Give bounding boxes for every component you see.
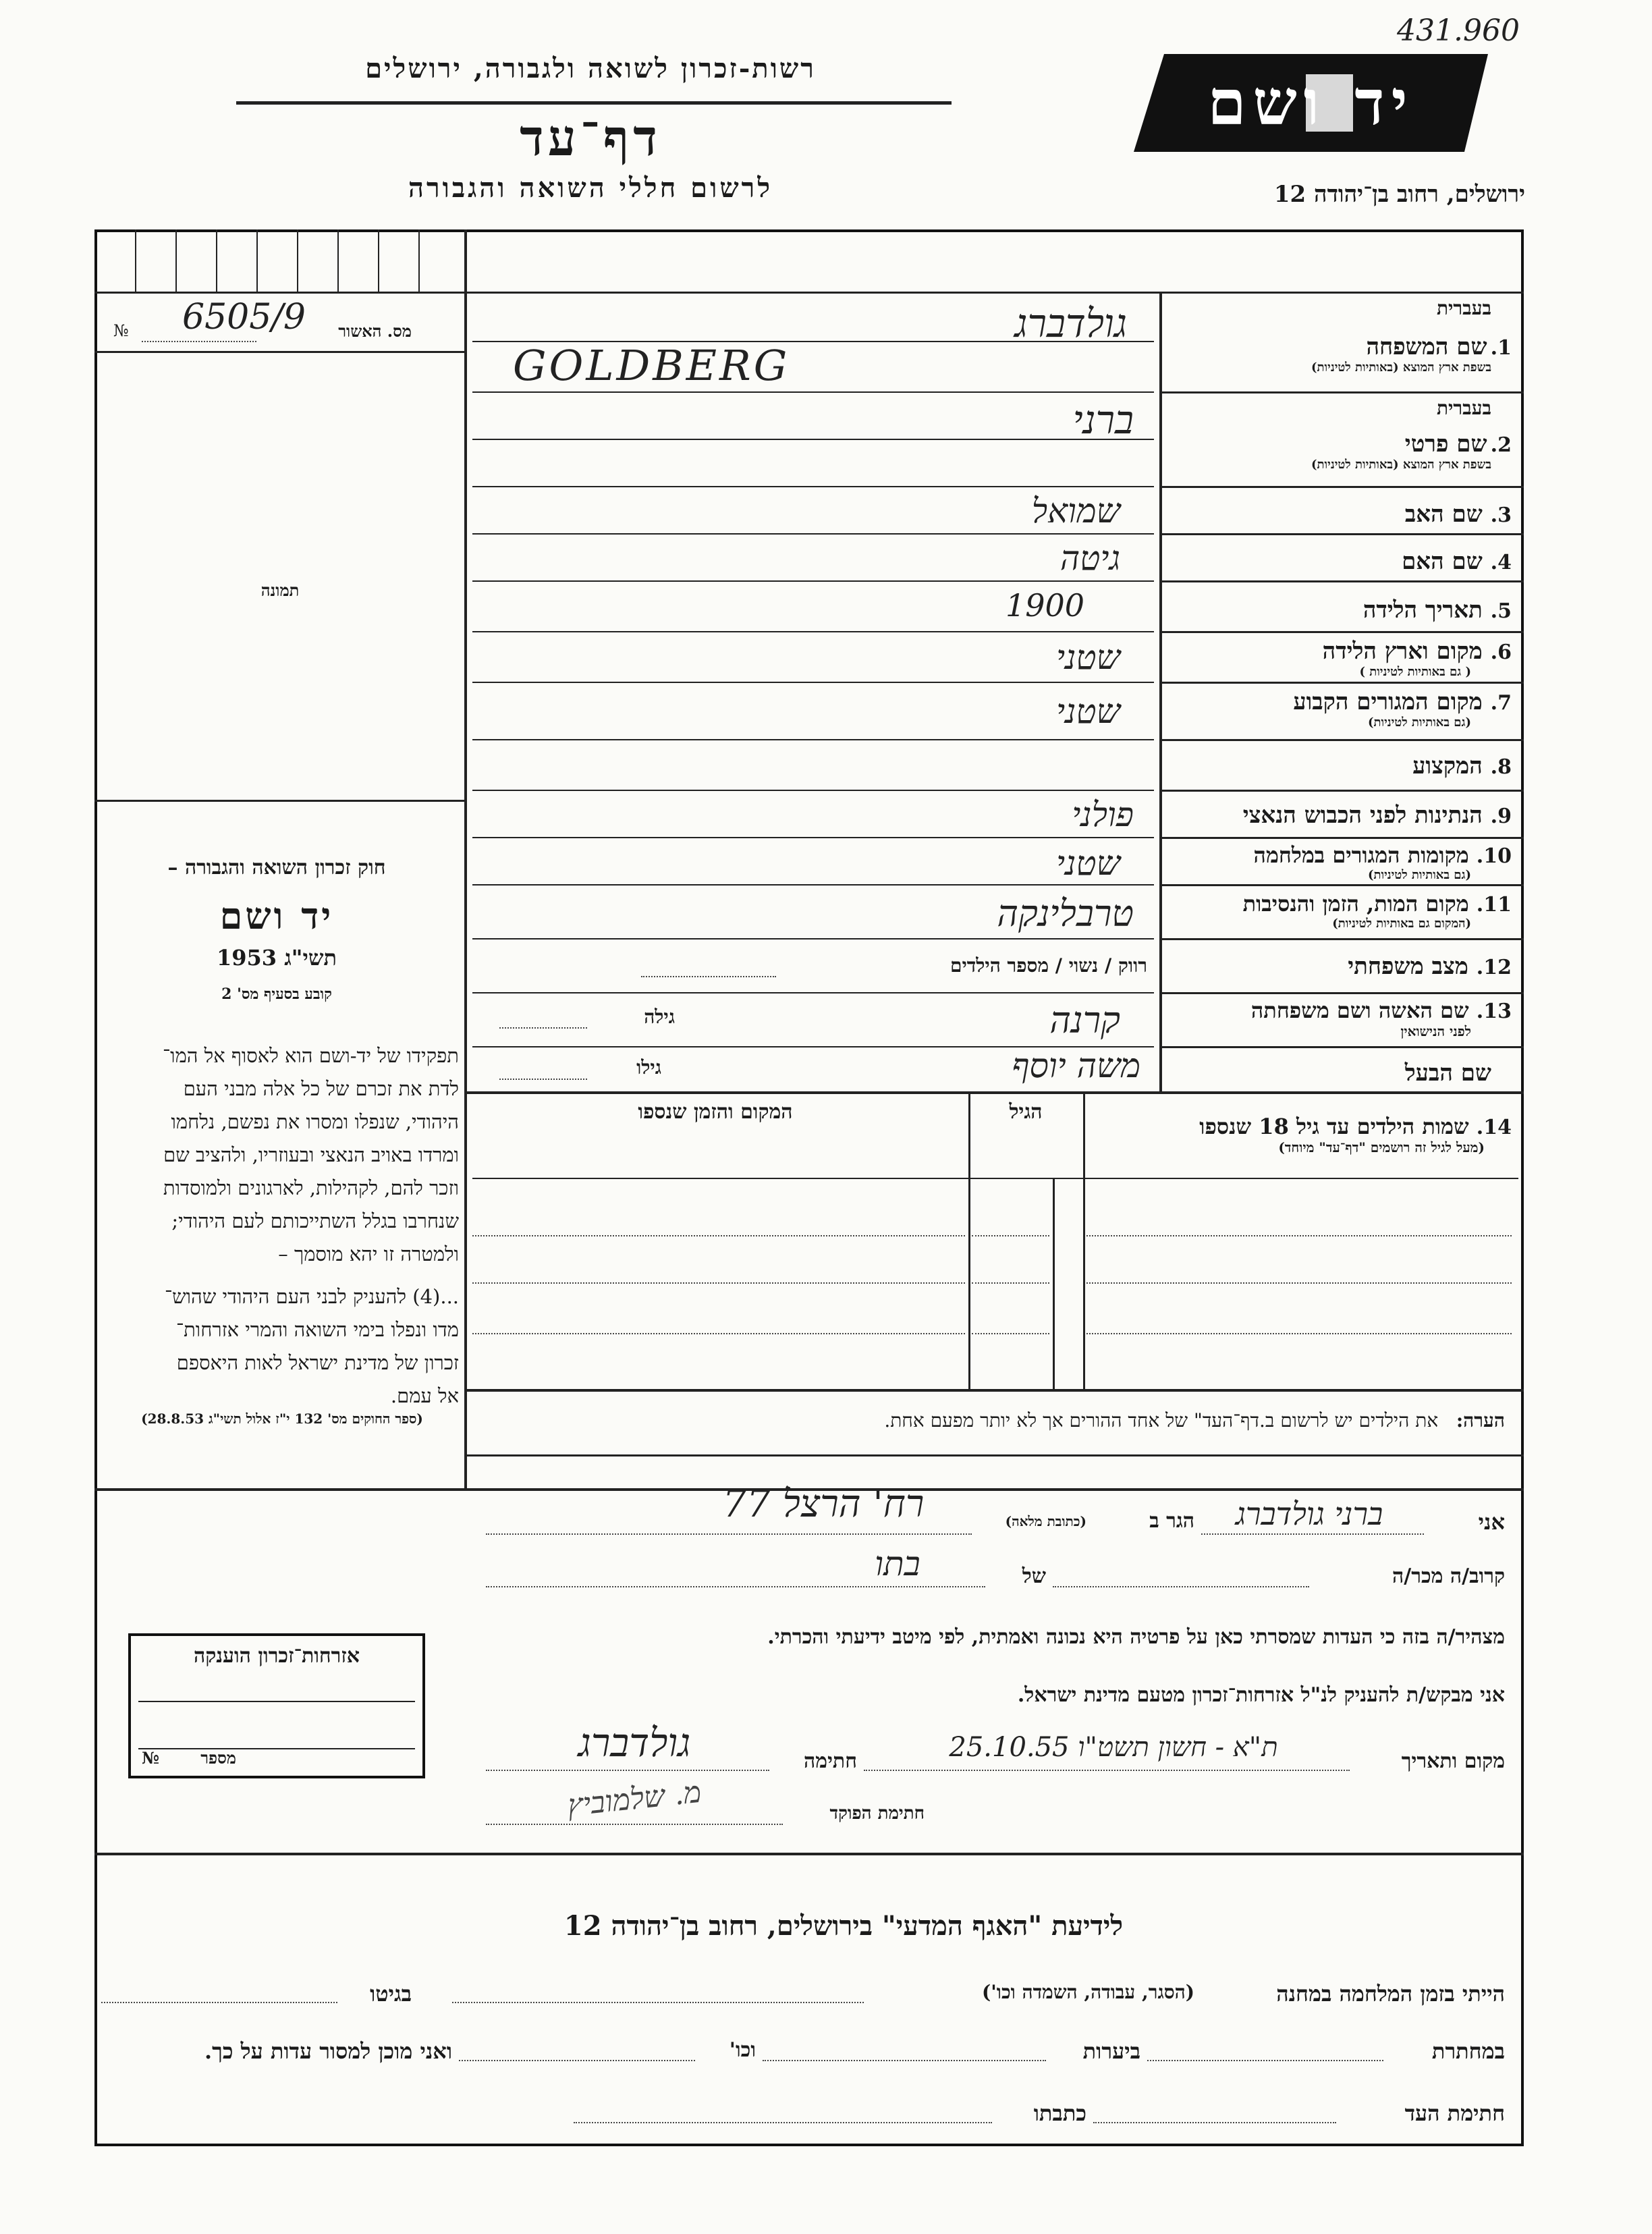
residence-value: שטני <box>1056 692 1120 731</box>
logo-text: יד ושם <box>1207 66 1414 139</box>
field-death-place <box>1167 891 1512 931</box>
field-nationality <box>1167 802 1512 829</box>
field-sublabel: ( גם באותיות לטיניות ) <box>1359 665 1471 679</box>
address-line: ירושלים, רחוב בן־יהודה 12 <box>1273 181 1525 208</box>
field-number: 5. <box>1490 599 1512 623</box>
death-place-value: טרבלינקה <box>997 892 1134 935</box>
place-date-value: ת"א - חשון תשט"ו 25.10.55 <box>949 1732 1278 1763</box>
note-text: את הילדים יש לרשום ב.דף־העד" של אחד ההורים אך לא יותר מפעם אחת. <box>884 1409 1439 1432</box>
husband-name-value: משה יוסף <box>1012 1046 1140 1085</box>
relation-value: בתו <box>875 1544 920 1583</box>
field-sublabel: (מעל לגיל זה רושמים "דף־עד" מיוחד) <box>1278 1139 1485 1155</box>
field-label: שם האב <box>1404 501 1483 528</box>
law-year: תשי"ג 1953 <box>217 945 337 971</box>
law-name: יד ושם <box>219 894 334 937</box>
authority-name: רשות-זכרון לשואה ולגבורה, ירושלים <box>365 53 816 84</box>
field-number: 9. <box>1490 805 1512 828</box>
field-number: 8. <box>1490 755 1512 779</box>
first-name-value: ברני <box>1072 397 1134 443</box>
footer-underground-label: במחתרת <box>1431 2038 1505 2064</box>
field-label: הנתינות לפני הכבוש הנאצי <box>1242 802 1483 829</box>
reg-value: 6505/9 <box>182 297 306 337</box>
footer-etc-label: וכו' <box>729 2038 756 2062</box>
wartime-residence-value: שטני <box>1056 844 1120 883</box>
field-sublabel: (גם באותיות לטיניות) <box>1367 868 1471 882</box>
family-name-latin-value: GOLDBERG <box>513 341 790 390</box>
decl-i-am: אני <box>1478 1509 1505 1535</box>
field-residence <box>1167 688 1512 730</box>
footer-address-label: כתבתו <box>1033 2100 1086 2126</box>
wife-name-value: קרנה <box>1049 999 1120 1041</box>
archive-number: 431.960 <box>1397 13 1520 48</box>
decl-statement-1: מצהיר/ה בזה כי העדות שמסרתי כאן על פרטיה היא נכונה ואמתית, לפי מיטב ידיעתי והכרתי. <box>767 1625 1505 1649</box>
law-reference: (ספר החוקים מס' 132 י"ז אלול תשי"ג 28.8.53) <box>141 1411 423 1427</box>
field-wife-name <box>1167 998 1512 1040</box>
law-line: וזכר להם, לקהילות, לארגונים ולמוסדות <box>163 1176 459 1199</box>
field-husband-name: שם הבעל <box>1404 1060 1491 1087</box>
field-father-name <box>1167 501 1512 528</box>
footer-camp-label: הייתי בזמן המלחמה במחנה <box>1276 1981 1505 2007</box>
field-label: המקצוע <box>1412 753 1483 780</box>
law-header: חוק זכרון השואה והגבורה – <box>167 856 386 879</box>
field-label: שם האם <box>1402 548 1483 575</box>
form-subtitle: לרשום חללי השואה והגבורה <box>408 172 773 204</box>
note-row <box>472 1409 1505 1432</box>
law-line: ומרדו באויב הנאצי ובעוזריו, ולהציב שם <box>163 1143 459 1166</box>
certificate-number-label: מספר <box>200 1748 236 1768</box>
father-name-value: שמואל <box>1031 491 1120 530</box>
field-label: תאריך הלידה <box>1362 597 1483 624</box>
mother-name-value: גיטה <box>1059 539 1120 578</box>
law-line: מדו ונפלו בימי השואה והמרי אזרחות־ <box>175 1318 459 1341</box>
decl-full-address: (כתובת מלאה) <box>1005 1513 1086 1529</box>
footer-camp-types: (הסגר, עבודה, השמדה וכו') <box>981 1981 1194 2003</box>
field-sublabel: בשפת ארץ המוצא (באותיות לטיניות) <box>1311 458 1491 472</box>
decl-place-date-label: מקום ותאריך <box>1401 1749 1505 1773</box>
birth-date-value: 1900 <box>1006 587 1085 624</box>
field-label: שמות הילדים עד גיל 18 שנספו <box>1199 1114 1469 1139</box>
certificate-title: אזרחות־זכרון הוענקה <box>193 1644 360 1668</box>
footer-witness-signature-label: חתימת העד <box>1404 2100 1505 2126</box>
children-age-header: הגיל <box>1009 1100 1043 1124</box>
officer-label: חתימת הפוקד <box>829 1803 925 1824</box>
field-birth-date <box>1167 597 1512 624</box>
husband-age-label: גילו <box>636 1056 661 1079</box>
law-line: זכרון של מדינת ישראל לאות היאספם <box>176 1351 459 1374</box>
form-title: דף־עד <box>520 109 661 167</box>
certificate-number-symbol: № <box>142 1748 160 1768</box>
signature-value: גולדברג <box>578 1720 691 1766</box>
field-number: 10. <box>1476 844 1512 868</box>
footer-ghetto-label: בגיטו <box>370 1981 412 2007</box>
field-number: 6. <box>1490 641 1512 664</box>
field-sublabel: בשפת ארץ המוצא (באותיות לטיניות) <box>1311 360 1491 375</box>
law-line: ולמטרה זו יהא מוסמך – <box>278 1243 459 1265</box>
field-children <box>1093 1114 1512 1156</box>
footer-forests-label: ביערות <box>1082 2038 1140 2064</box>
field-number: 12. <box>1476 956 1512 979</box>
decl-statement-2: אני מבקש/ת להעניק לנ"ל אזרחות־זכרון מטעם מדינת ישראל. <box>1017 1683 1505 1707</box>
footer-heading: לידיעת "האגף המדעי" בירושלים, רחוב בן־יהודה 12 <box>563 1910 1124 1942</box>
field-number: 4. <box>1490 551 1512 574</box>
field-label: שם האשה ושם משפחתה <box>1250 998 1469 1023</box>
wife-age-label: גילה <box>644 1006 675 1028</box>
field-marital-status <box>1167 953 1512 980</box>
hebrew-subhead: בעברית <box>1436 397 1491 419</box>
field-number: 2. <box>1490 433 1512 457</box>
law-line: אל עמם. <box>390 1384 459 1407</box>
decl-signature-label: חתימה <box>804 1749 857 1773</box>
field-wartime-residence <box>1167 842 1512 882</box>
law-clause: קובע בסעיף מס' 2 <box>221 985 332 1003</box>
field-first-name <box>1167 397 1512 472</box>
field-family-name <box>1167 297 1512 375</box>
field-label: שם פרטי <box>1404 431 1487 458</box>
field-sublabel: (המקום גם באותיות לטיניות) <box>1332 917 1471 931</box>
law-body <box>101 1039 459 1413</box>
reg-label: מס. האשור <box>338 321 412 341</box>
reg-symbol: № <box>113 321 129 340</box>
declarant-name-value: ברני גולדברג <box>1235 1496 1383 1532</box>
field-number: 1. <box>1490 336 1512 360</box>
marital-options: רווק / נשוי / מספר הילדים <box>949 954 1147 977</box>
field-sublabel: לפני הנישואין <box>1400 1023 1471 1039</box>
law-line: לדת את זכרם של כל אלה מבני העם <box>183 1077 459 1100</box>
yad-vashem-logo <box>1134 54 1488 152</box>
field-label: שם המשפחה <box>1366 333 1487 360</box>
field-label: מקומות המגורים במלחמה <box>1253 842 1469 868</box>
field-label: מצב משפחתי <box>1348 953 1468 980</box>
field-profession <box>1167 753 1512 780</box>
field-label: מקום וארץ הלידה <box>1322 638 1483 665</box>
photo-label: תמונה <box>260 580 300 600</box>
decl-residing: הגר ב <box>1149 1509 1194 1533</box>
family-name-hebrew-value: גולדברג <box>1014 300 1127 346</box>
address-value: רח' הרצל 77 <box>722 1482 925 1526</box>
field-number: 11. <box>1476 893 1512 917</box>
nationality-value: פולני <box>1072 795 1134 834</box>
hebrew-subhead: בעברית <box>1436 297 1491 319</box>
officer-signature-value: מ. שלמוביץ <box>566 1774 703 1824</box>
field-number: 13. <box>1476 1000 1512 1023</box>
field-mother-name <box>1167 548 1512 575</box>
decl-relative-label: קרוב/ה מכר/ה <box>1392 1564 1505 1588</box>
note-label: הערה: <box>1456 1409 1505 1432</box>
law-line: תפקידו של יד-ושם הוא לאסוף אל המו־ <box>163 1044 459 1067</box>
field-sublabel: (גם באותיות לטיניות) <box>1367 715 1471 730</box>
field-number: 14. <box>1476 1116 1512 1139</box>
law-line: שנחרבו בגלל השתייכותם לעם היהודי; <box>171 1209 459 1232</box>
law-line: היהודי, שנפלו ומסרו את נפשם, נלחמו <box>171 1110 459 1133</box>
footer-testify-text: ואני מוכן למסור עדות על כך. <box>204 2038 452 2064</box>
law-line: ...(4) להעניק לבני העם היהודי שהוש־ <box>164 1285 459 1308</box>
decl-of-label: של <box>1022 1564 1046 1588</box>
field-label: מקום המות, הזמן והנסיבות <box>1242 891 1469 917</box>
field-birth-place <box>1167 638 1512 679</box>
field-number: 3. <box>1490 503 1512 527</box>
field-label: מקום המגורים הקבוע <box>1293 688 1483 715</box>
children-place-header: המקום והזמן שנספו <box>638 1100 793 1124</box>
field-number: 7. <box>1490 691 1512 715</box>
birth-place-value: שטני <box>1056 638 1120 677</box>
